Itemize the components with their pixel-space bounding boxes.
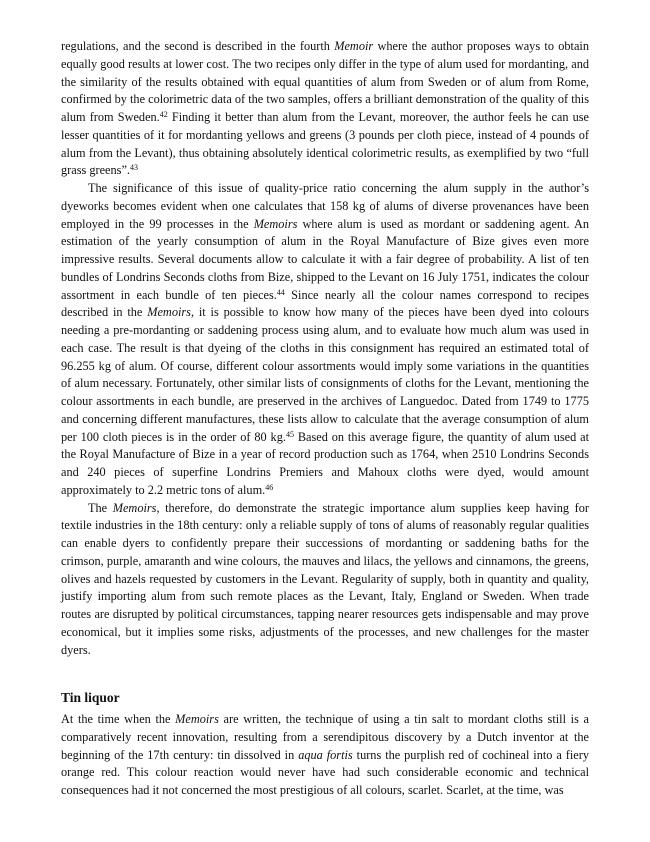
text-run: regulations, and the second is described in the fourth [61, 39, 335, 53]
text-run: are written, the technique of using a tin salt to mordant cloths still is a comparatively recent innovation, resulting from a serendipitous discovery by a Dutch inventor at the beginning of the 17th century: tin dissolved in [61, 712, 589, 762]
text-run: The [88, 500, 113, 515]
footnote-ref: 45 [285, 429, 294, 439]
text-run: , therefore, do demonstrate the strategic importance alum supplies keep having for textile industries in the 18th century: only a reliable supply of tons of alums of reasonably regular qualities can enable dyers to confidently prepare their successions of mordanting or saddening baths for the crimson, purple, amaranth and wine colours, the mauves and lilacs, the yellows and cinnamons, the greens, olives and hazels requested by customers in the Levant. Regularity of supply, both in quantity and quality, justify importing alum from such remote places as the Levant, Italy, England or Sweden. When trade routes are disrupted by political circumstances, tapping nearer resources gets indispensable and may prove economical, but it implies some risks, adjustments of the processes, and new challenges for the master dyers. [61, 500, 589, 657]
section-heading: Tin liquor [61, 690, 120, 705]
text-run: , it is possible to know how many of the pieces have been dyed into colours needing a pre-mordanting or saddening process using alum, and to evaluate how much alum was used in each case. The result is that dyeing of the cloths in this consignment has required an estimated total of 96.255 kg of alum. Of course, different colour assortments would imply some variations in the quantities of alum necessary. Fortunately, other similar lists of consignments of cloths for the Levant, mentioning the colour assortments in each bundle, are preserved in the archives of Languedoc. Dated from 1749 to 1775 and concerning different manufactures, these lists allow to calculate that the average consumption of alum per 100 cloth pieces is in the order of 80 kg. [61, 305, 589, 444]
text-run: where alum is used as mordant or saddening agent. An estimation of the yearly consumption of alum in the Royal Manufacture of Bize gives even more impressive results. Several documents allow to calculate it with a fair degree of probability. A list of ten bundles of Londrins Seconds cloths from Bize, shipped to the Levant on 16 July 1751, indicates the colour assortment in each bundle of ten pieces. [61, 216, 589, 302]
italic-term: Memoirs [253, 216, 298, 231]
text-run: Finding it better than alum from the Levant, moreover, the author feels he can use lesser quantities of it for mordanting yellows and greens (3 pounds per cloth piece, instead of 4 pounds of alum from the Levant), thus obtaining absolutely identical colorimetric results, as exemplified by two “full grass greens”. [61, 110, 589, 178]
italic-term: Memoirs [112, 500, 157, 515]
text-run: turns the purplish red of cochineal into a fiery orange red. This colour reaction would never have had such considerable economic and technical consequences had it not concerned the most prestigious of all colours, scarlet. Scarlet, at the time, was [61, 747, 590, 797]
text-run: At the time when the [61, 712, 176, 726]
italic-term: Memoirs [147, 305, 191, 320]
paragraph-2 [61, 180, 589, 500]
footnote-ref: 43 [129, 163, 138, 173]
document-page [61, 38, 590, 797]
footnote-ref: 42 [159, 110, 168, 119]
text-run: where the author proposes ways to obtain equally good results at lower cost. The two recipes only differ in the type of alum used for mordanting, and the similarity of the results obtained with equal quantities of alum from Sweden or of alum from Rome, confirmed by the colorimetric data of the two samples, offers a brilliant demonstration of the quality of this alum from Sweden. [61, 39, 589, 124]
text-run: Based on this average figure, the quantity of alum used at the Royal Manufacture of Bize in a year of record production such as 1764, when 2510 Londrins Seconds and 240 pieces of superfine Londrins Premiers and Mahoux cloths were dyed, would amount approximately to 2.2 metric tons of alum. [61, 429, 589, 497]
italic-term: Memoirs [175, 712, 219, 726]
footnote-ref: 44 [276, 287, 285, 297]
paragraph-1 [61, 38, 589, 180]
paragraph-3 [61, 500, 589, 660]
footnote-ref: 46 [265, 482, 274, 492]
text-run: Since nearly all the colour names correspond to recipes described in the [61, 287, 590, 320]
italic-term: Memoir [334, 39, 374, 53]
section-paragraph [61, 711, 589, 800]
italic-term: aqua fortis [298, 747, 353, 762]
text-run: The significance of this issue of quality-price ratio concerning the alum supply in the author’s dyeworks becomes evident when one calculates that 158 kg of alums of diverse provenances have been employed in the 99 processes in the [61, 181, 589, 231]
